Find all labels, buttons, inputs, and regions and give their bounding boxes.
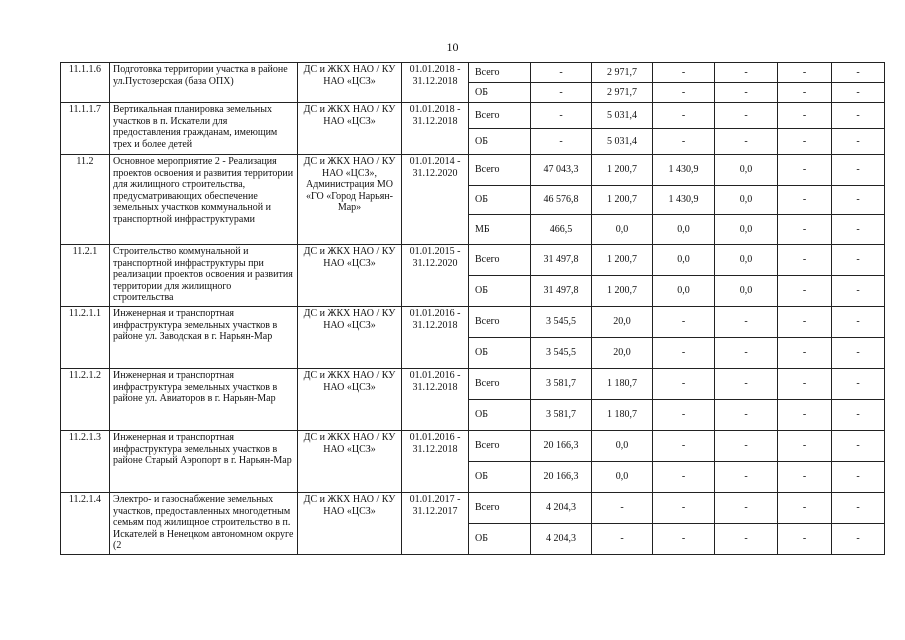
funding-source: ОБ (469, 400, 531, 431)
amount-cell: - (832, 155, 885, 186)
amount-cell: - (653, 103, 715, 129)
executor: ДС и ЖКХ НАО / КУ НАО «ЦСЗ» (298, 63, 402, 103)
amount-cell: - (778, 524, 832, 555)
amount-cell: - (653, 400, 715, 431)
row-number: 11.1.1.6 (61, 63, 110, 103)
amount-cell: 46 576,8 (531, 186, 592, 215)
amount-cell: - (653, 307, 715, 338)
amount-cell: 0,0 (715, 155, 778, 186)
amount-cell: 0,0 (592, 431, 653, 462)
funding-source: ОБ (469, 276, 531, 307)
amount-cell: 1 180,7 (592, 369, 653, 400)
amount-cell: - (778, 369, 832, 400)
funding-source: Всего (469, 63, 531, 83)
activity-name: Инженерная и транспортная инфраструктура земельных участков в районе Старый Аэропорт в г. Нарьян-Мар (110, 431, 298, 493)
page-number: 10 (446, 40, 459, 54)
funding-source: ОБ (469, 462, 531, 493)
amount-cell: - (778, 276, 832, 307)
period: 01.01.2016 - 31.12.2018 (402, 369, 469, 431)
amount-cell: - (778, 431, 832, 462)
amount-cell: - (715, 524, 778, 555)
funding-source: ОБ (469, 186, 531, 215)
period: 01.01.2018 - 31.12.2018 (402, 63, 469, 103)
amount-cell: 1 200,7 (592, 155, 653, 186)
table-row (61, 369, 885, 400)
amount-cell: - (778, 338, 832, 369)
amount-cell: - (832, 307, 885, 338)
table-row (61, 245, 885, 276)
amount-cell: - (653, 369, 715, 400)
row-number: 11.1.1.7 (61, 103, 110, 155)
row-number: 11.2.1.3 (61, 431, 110, 493)
executor: ДС и ЖКХ НАО / КУ НАО «ЦСЗ» (298, 431, 402, 493)
amount-cell: - (653, 524, 715, 555)
amount-cell: - (832, 369, 885, 400)
executor: ДС и ЖКХ НАО / КУ НАО «ЦСЗ», Администрация МО «ГО «Город Нарьян-Мар» (298, 155, 402, 245)
amount-cell: - (653, 431, 715, 462)
amount-cell: - (832, 276, 885, 307)
amount-cell: 3 581,7 (531, 369, 592, 400)
amount-cell: 47 043,3 (531, 155, 592, 186)
amount-cell: - (778, 307, 832, 338)
period: 01.01.2018 - 31.12.2018 (402, 103, 469, 155)
amount-cell: - (715, 462, 778, 493)
amount-cell: - (778, 186, 832, 215)
amount-cell: 0,0 (715, 276, 778, 307)
funding-source: ОБ (469, 338, 531, 369)
funding-source: ОБ (469, 524, 531, 555)
amount-cell: - (832, 493, 885, 524)
amount-cell: - (531, 103, 592, 129)
amount-cell: - (778, 129, 832, 155)
executor: ДС и ЖКХ НАО / КУ НАО «ЦСЗ» (298, 369, 402, 431)
amount-cell: - (715, 129, 778, 155)
executor: ДС и ЖКХ НАО / КУ НАО «ЦСЗ» (298, 307, 402, 369)
amount-cell: - (832, 103, 885, 129)
activity-name: Строительство коммунальной и транспортной инфраструктуры при реализации проектов освоения и развития территории для жилищного строительства (110, 245, 298, 307)
amount-cell: - (715, 63, 778, 83)
amount-cell: - (531, 63, 592, 83)
table-row (61, 63, 885, 83)
funding-source: ОБ (469, 83, 531, 103)
funding-source: Всего (469, 493, 531, 524)
row-number: 11.2.1.4 (61, 493, 110, 555)
amount-cell: 2 971,7 (592, 83, 653, 103)
amount-cell: - (592, 493, 653, 524)
amount-cell: 1 180,7 (592, 400, 653, 431)
row-number: 11.2.1.2 (61, 369, 110, 431)
amount-cell: - (531, 129, 592, 155)
activity-name: Инженерная и транспортная инфраструктура земельных участков в районе ул. Авиаторов в г. Нарьян-Мар (110, 369, 298, 431)
amount-cell: - (715, 369, 778, 400)
amount-cell: 4 204,3 (531, 524, 592, 555)
amount-cell: 5 031,4 (592, 129, 653, 155)
executor: ДС и ЖКХ НАО / КУ НАО «ЦСЗ» (298, 493, 402, 555)
activity-name: Вертикальная планировка земельных участков в п. Искатели для предоставления гражданам, имеющим трех и более детей (110, 103, 298, 155)
amount-cell: 20,0 (592, 307, 653, 338)
amount-cell: 3 545,5 (531, 307, 592, 338)
amount-cell: - (715, 307, 778, 338)
amount-cell: - (531, 83, 592, 103)
amount-cell: 1 200,7 (592, 276, 653, 307)
amount-cell: 3 545,5 (531, 338, 592, 369)
amount-cell: - (653, 338, 715, 369)
program-activities-table (60, 62, 885, 555)
amount-cell: - (832, 83, 885, 103)
activity-name: Подготовка территории участка в районе ул.Пустозерская (база ОПХ) (110, 63, 298, 103)
row-number: 11.2.1.1 (61, 307, 110, 369)
funding-source: Всего (469, 245, 531, 276)
funding-source: Всего (469, 369, 531, 400)
amount-cell: 1 430,9 (653, 186, 715, 215)
amount-cell: - (832, 186, 885, 215)
amount-cell: 20 166,3 (531, 462, 592, 493)
amount-cell: 20 166,3 (531, 431, 592, 462)
table-row (61, 103, 885, 129)
amount-cell: 4 204,3 (531, 493, 592, 524)
row-number: 11.2.1 (61, 245, 110, 307)
amount-cell: - (653, 493, 715, 524)
amount-cell: 466,5 (531, 215, 592, 245)
funding-source: Всего (469, 307, 531, 338)
amount-cell: - (832, 400, 885, 431)
amount-cell: 0,0 (715, 186, 778, 215)
table-row (61, 493, 885, 524)
amount-cell: 0,0 (592, 215, 653, 245)
activity-name: Электро- и газоснабжение земельных участков, предоставленных многодетным семьям под жилищное строительство в п. Искателей в Ненецком автономном округе (2 (110, 493, 298, 555)
amount-cell: 31 497,8 (531, 276, 592, 307)
funding-source: Всего (469, 103, 531, 129)
amount-cell: - (715, 338, 778, 369)
period: 01.01.2017 - 31.12.2017 (402, 493, 469, 555)
amount-cell: - (592, 524, 653, 555)
amount-cell: 1 200,7 (592, 186, 653, 215)
period: 01.01.2016 - 31.12.2018 (402, 431, 469, 493)
period: 01.01.2016 - 31.12.2018 (402, 307, 469, 369)
amount-cell: - (778, 155, 832, 186)
funding-source: МБ (469, 215, 531, 245)
amount-cell: - (832, 215, 885, 245)
executor: ДС и ЖКХ НАО / КУ НАО «ЦСЗ» (298, 103, 402, 155)
amount-cell: - (653, 462, 715, 493)
amount-cell: 2 971,7 (592, 63, 653, 83)
amount-cell: - (778, 63, 832, 83)
table-row (61, 307, 885, 338)
amount-cell: - (778, 103, 832, 129)
table-row (61, 155, 885, 186)
period: 01.01.2015 - 31.12.2020 (402, 245, 469, 307)
row-number: 11.2 (61, 155, 110, 245)
activity-name: Инженерная и транспортная инфраструктура земельных участков в районе ул. Заводская в г. Нарьян-Мар (110, 307, 298, 369)
amount-cell: - (778, 493, 832, 524)
amount-cell: - (653, 83, 715, 103)
amount-cell: 31 497,8 (531, 245, 592, 276)
amount-cell: 0,0 (653, 276, 715, 307)
funding-source: Всего (469, 155, 531, 186)
amount-cell: 20,0 (592, 338, 653, 369)
amount-cell: 1 200,7 (592, 245, 653, 276)
amount-cell: - (832, 129, 885, 155)
table-row (61, 431, 885, 462)
amount-cell: - (832, 245, 885, 276)
funding-source: Всего (469, 431, 531, 462)
amount-cell: - (832, 63, 885, 83)
amount-cell: - (715, 431, 778, 462)
amount-cell: 5 031,4 (592, 103, 653, 129)
period: 01.01.2014 - 31.12.2020 (402, 155, 469, 245)
amount-cell: 0,0 (653, 215, 715, 245)
amount-cell: - (653, 63, 715, 83)
amount-cell: - (778, 245, 832, 276)
activity-name: Основное мероприятие 2 - Реализация проектов освоения и развития территории для жилищного строительства, предусматривающих обеспечение земельных участков коммунальной и транспортной инфраструктурами (110, 155, 298, 245)
amount-cell: - (832, 462, 885, 493)
amount-cell: - (778, 400, 832, 431)
amount-cell: - (653, 129, 715, 155)
amount-cell: 3 581,7 (531, 400, 592, 431)
amount-cell: - (778, 462, 832, 493)
amount-cell: 0,0 (715, 215, 778, 245)
amount-cell: - (778, 215, 832, 245)
amount-cell: - (715, 400, 778, 431)
funding-source: ОБ (469, 129, 531, 155)
amount-cell: - (715, 83, 778, 103)
amount-cell: - (832, 524, 885, 555)
amount-cell: 0,0 (592, 462, 653, 493)
amount-cell: - (715, 493, 778, 524)
amount-cell: 1 430,9 (653, 155, 715, 186)
amount-cell: 0,0 (653, 245, 715, 276)
amount-cell: - (832, 338, 885, 369)
executor: ДС и ЖКХ НАО / КУ НАО «ЦСЗ» (298, 245, 402, 307)
amount-cell: - (832, 431, 885, 462)
amount-cell: - (715, 103, 778, 129)
amount-cell: - (778, 83, 832, 103)
amount-cell: 0,0 (715, 245, 778, 276)
